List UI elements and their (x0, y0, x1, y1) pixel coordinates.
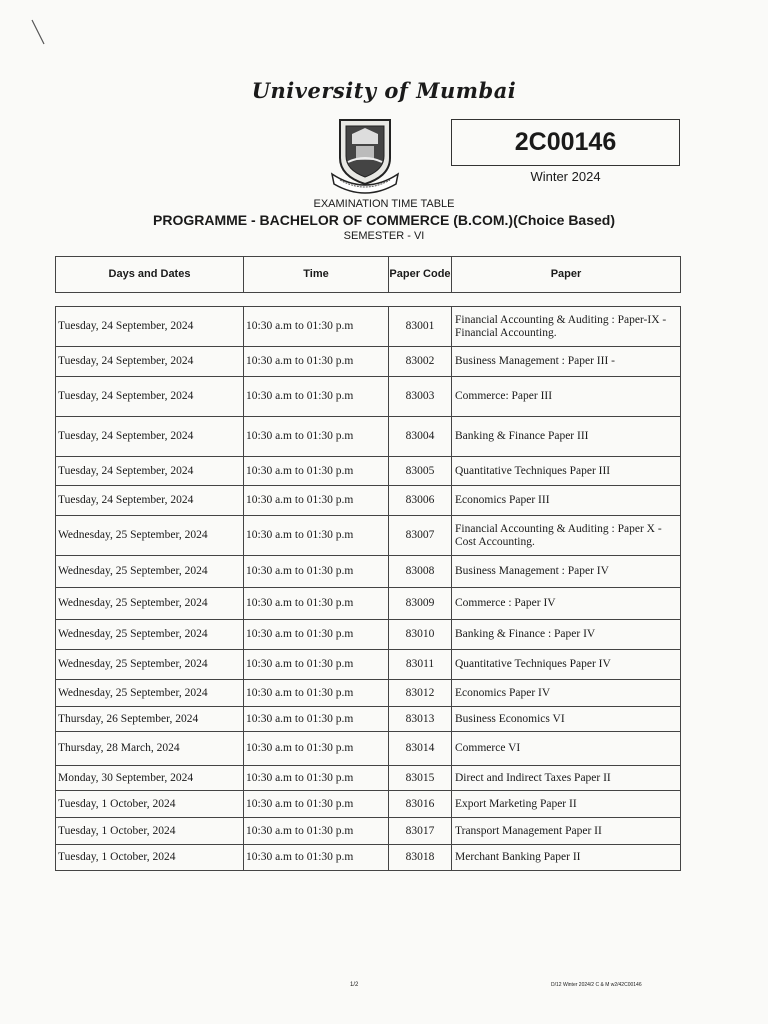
row-date: Thursday, 28 March, 2024 (56, 732, 244, 765)
table-row (56, 732, 680, 766)
column-header-paper: Paper (550, 268, 582, 280)
university-seal-icon (326, 114, 404, 194)
row-paper: Economics Paper IV (455, 686, 551, 699)
row-time: 10:30 a.m to 01:30 p.m (244, 791, 389, 817)
row-paper: Banking & Finance Paper III (455, 430, 589, 442)
table-row (56, 791, 680, 818)
row-time: 10:30 a.m to 01:30 p.m (244, 377, 389, 416)
row-date: Wednesday, 25 September, 2024 (56, 620, 244, 649)
table-row (56, 417, 680, 457)
row-paper: Banking & Finance : Paper IV (455, 628, 596, 640)
row-paper: Business Management : Paper III - (455, 355, 616, 367)
row-time: 10:30 a.m to 01:30 p.m (244, 818, 389, 844)
row-code: 83016 (389, 791, 452, 817)
table-row (56, 377, 680, 417)
column-header-time: Time (244, 257, 389, 292)
table-row (56, 707, 680, 732)
row-date: Tuesday, 1 October, 2024 (56, 818, 244, 844)
row-paper: Export Marketing Paper II (455, 797, 577, 810)
row-date: Monday, 30 September, 2024 (56, 766, 244, 790)
row-paper: Financial Accounting & Auditing : Paper-IX - Financial Accounting. (455, 313, 667, 339)
row-date: Tuesday, 24 September, 2024 (56, 457, 244, 485)
row-paper: Commerce : Paper IV (455, 597, 556, 609)
row-paper: Financial Accounting & Auditing : Paper X - Cost Accounting. (455, 522, 662, 548)
row-paper: Economics Paper III (455, 494, 550, 506)
row-code: 83002 (389, 347, 452, 376)
table-row (56, 556, 680, 588)
row-date: Tuesday, 24 September, 2024 (56, 377, 244, 416)
row-paper: Business Economics VI (455, 712, 565, 725)
timetable-body (55, 306, 681, 871)
exam-code-box: 2C00146 (451, 119, 680, 166)
table-row (56, 516, 680, 556)
row-date: Tuesday, 24 September, 2024 (56, 417, 244, 456)
row-paper: Business Management : Paper IV (455, 565, 609, 577)
row-time: 10:30 a.m to 01:30 p.m (244, 556, 389, 587)
column-header-date: Days and Dates (56, 257, 244, 292)
row-date: Wednesday, 25 September, 2024 (56, 650, 244, 679)
row-time: 10:30 a.m to 01:30 p.m (244, 732, 389, 765)
row-code: 83010 (389, 620, 452, 649)
row-code: 83011 (389, 650, 452, 679)
row-code: 83005 (389, 457, 452, 485)
row-time: 10:30 a.m to 01:30 p.m (244, 588, 389, 619)
row-time: 10:30 a.m to 01:30 p.m (244, 347, 389, 376)
row-paper: Merchant Banking Paper II (455, 851, 581, 863)
row-date: Wednesday, 25 September, 2024 (56, 516, 244, 555)
row-paper: Quantitative Techniques Paper IV (455, 658, 611, 670)
row-code: 83018 (389, 845, 452, 870)
row-date: Tuesday, 24 September, 2024 (56, 347, 244, 376)
row-code: 83009 (389, 588, 452, 619)
row-code: 83014 (389, 732, 452, 765)
row-time: 10:30 a.m to 01:30 p.m (244, 417, 389, 456)
row-code: 83003 (389, 377, 452, 416)
row-time: 10:30 a.m to 01:30 p.m (244, 650, 389, 679)
exam-season: Winter 2024 (530, 169, 601, 184)
row-time: 10:30 a.m to 01:30 p.m (244, 845, 389, 870)
row-code: 83001 (389, 307, 452, 346)
row-date: Tuesday, 24 September, 2024 (56, 307, 244, 346)
row-time: 10:30 a.m to 01:30 p.m (244, 766, 389, 790)
document-reference: D/12 Winter 2024/2 C & M w2/42C00146 (551, 982, 642, 988)
table-row (56, 818, 680, 845)
row-code: 83008 (389, 556, 452, 587)
row-time: 10:30 a.m to 01:30 p.m (244, 680, 389, 706)
table-row (56, 307, 680, 347)
row-date: Tuesday, 1 October, 2024 (56, 791, 244, 817)
row-paper: Quantitative Techniques Paper III (455, 464, 611, 477)
programme-title: PROGRAMME - BACHELOR OF COMMERCE (B.COM.)(Choice Based) (153, 212, 615, 228)
row-date: Tuesday, 24 September, 2024 (56, 486, 244, 515)
row-paper: Commerce VI (455, 742, 521, 754)
table-row (56, 457, 680, 486)
table-header (55, 256, 681, 293)
table-row (56, 486, 680, 516)
row-code: 83015 (389, 766, 452, 790)
university-title: University of Mumbai (251, 78, 517, 103)
row-paper: Commerce: Paper III (455, 390, 553, 402)
table-row (56, 650, 680, 680)
row-time: 10:30 a.m to 01:30 p.m (244, 707, 389, 731)
row-date: Wednesday, 25 September, 2024 (56, 680, 244, 706)
row-code: 83017 (389, 818, 452, 844)
row-time: 10:30 a.m to 01:30 p.m (244, 516, 389, 555)
row-time: 10:30 a.m to 01:30 p.m (244, 620, 389, 649)
row-date: Wednesday, 25 September, 2024 (56, 588, 244, 619)
table-row (56, 766, 680, 791)
row-date: Tuesday, 1 October, 2024 (56, 845, 244, 870)
row-code: 83006 (389, 486, 452, 515)
row-code: 83012 (389, 680, 452, 706)
row-time: 10:30 a.m to 01:30 p.m (244, 307, 389, 346)
semester-label: SEMESTER - VI (343, 230, 425, 242)
row-time: 10:30 a.m to 01:30 p.m (244, 457, 389, 485)
table-row (56, 680, 680, 707)
exam-label: EXAMINATION TIME TABLE (313, 198, 455, 210)
row-paper: Direct and Indirect Taxes Paper II (455, 771, 611, 784)
row-paper: Transport Management Paper II (455, 824, 602, 837)
table-row (56, 620, 680, 650)
table-row (56, 588, 680, 620)
scan-mark (30, 18, 50, 48)
row-date: Thursday, 26 September, 2024 (56, 707, 244, 731)
page-number: 1/2 (350, 982, 359, 988)
row-code: 83007 (389, 516, 452, 555)
row-code: 83004 (389, 417, 452, 456)
table-row (56, 347, 680, 377)
column-header-code: Paper Code (389, 257, 452, 292)
row-time: 10:30 a.m to 01:30 p.m (244, 486, 389, 515)
row-date: Wednesday, 25 September, 2024 (56, 556, 244, 587)
table-row (56, 845, 680, 871)
row-code: 83013 (389, 707, 452, 731)
